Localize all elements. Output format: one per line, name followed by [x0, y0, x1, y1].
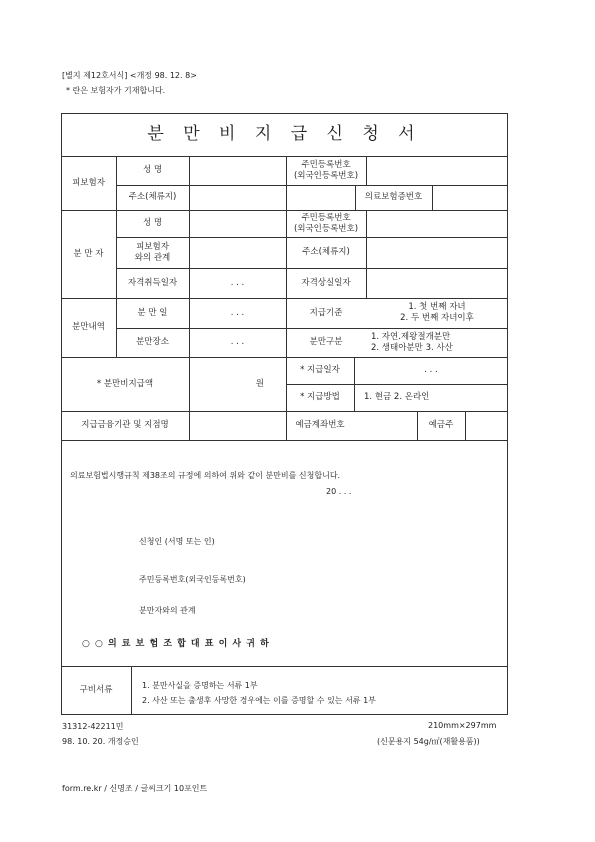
mother-rrn-label-line1: 주민등록번호 [301, 212, 351, 223]
payment-amount-unit: 원 [255, 378, 264, 389]
acquisition-date-label: 자격취득일자 [127, 277, 178, 288]
insured-section-label: 피보험자 [72, 177, 105, 188]
mother-rrn-field[interactable] [366, 210, 508, 237]
insured-address-label: 주소(체류지) [128, 192, 177, 202]
insurance-card-label: 의료보험증번호 [364, 192, 423, 202]
birth-section-label: 분만내역 [72, 322, 105, 332]
criteria-option-first[interactable]: 1. 첫 번째 자녀 [408, 302, 466, 312]
payment-amount-label: * 분만비지급액 [96, 378, 154, 389]
applicant-relation[interactable]: 분만자와의 관계 [139, 606, 196, 615]
paper-size: 210mm×297mm [428, 721, 497, 730]
approval-date: 98. 10. 20. 개정승인 [62, 737, 139, 746]
mother-address-label: 주소(체류지) [302, 247, 350, 257]
mother-rrn-label-line2: (외국인등록번호) [293, 223, 359, 234]
relation-label-line2: 와의 관계 [134, 252, 171, 263]
criteria-options[interactable] [366, 298, 508, 328]
mother-address-field[interactable] [366, 237, 508, 268]
mother-name-field[interactable] [189, 210, 286, 237]
rule [131, 666, 132, 715]
criteria-option-second[interactable]: 2. 두 번째 자녀이후 [400, 313, 474, 323]
paper-spec: (신문용지 54g/㎡(재활용품)) [377, 737, 480, 746]
insured-rrn-label [286, 156, 366, 185]
insured-rrn-label-line1: 주민등록번호 [301, 159, 351, 170]
bank-field[interactable] [189, 411, 286, 440]
insured-name-field[interactable] [189, 156, 286, 185]
holder-field[interactable] [465, 411, 508, 440]
birth-date-field[interactable]: . . . [230, 307, 245, 318]
criteria-label: 지급기준 [309, 307, 343, 318]
document-item-1: 1. 분만사실을 증명하는 서류 1부 [142, 681, 258, 690]
birth-place-label: 분만장소 [136, 337, 169, 347]
mother-rrn-label [286, 210, 366, 237]
birth-type-option-natural[interactable]: 1. 자연.제왕절개분만 [371, 331, 451, 342]
statement-date[interactable]: 20 . . . [326, 487, 352, 496]
addressee: ○ ○ 의 료 보 험 조 합 대 표 이 사 귀 하 [82, 639, 270, 649]
birth-type-option-other[interactable]: 2. 생태아분만 3. 사산 [371, 342, 453, 353]
mother-name-label: 성 명 [142, 218, 163, 228]
payment-date-label: * 지급일자 [300, 365, 340, 375]
account-label: 예금계좌번호 [295, 420, 345, 430]
header-note: * 란은 보험자가 기재합니다. [66, 86, 166, 95]
relation-label [116, 237, 189, 268]
form-title: 분 만 비 지 급 신 청 서 [147, 124, 422, 144]
relation-label-line1: 피보험자 [136, 241, 169, 252]
form-code: 31312-42211민 [62, 722, 124, 731]
documents-label: 구비서류 [79, 685, 113, 695]
document-item-2: 2. 사산 또는 출생후 사망한 경우에는 이를 증명할 수 있는 서류 1부 [142, 696, 376, 705]
insured-name-label: 성 명 [142, 165, 163, 175]
birth-date-label: 분 만 일 [137, 307, 168, 318]
insured-rrn-label-line2: (외국인등록번호) [293, 170, 359, 181]
form-number: [별지 제12호서식] <개정 98. 12. 8> [62, 71, 197, 80]
birth-type-options[interactable] [366, 328, 508, 357]
mother-section-label: 분 만 자 [73, 248, 104, 259]
payment-date-field[interactable]: . . . [424, 365, 438, 375]
relation-field[interactable] [189, 237, 286, 268]
insured-rrn-field[interactable] [366, 156, 508, 185]
statement-text: 의료보험법시행규칙 제38조의 규정에 의하여 위와 같이 분만비를 신청합니다. [70, 471, 341, 480]
holder-label: 예금주 [428, 420, 454, 430]
bank-label: 지급금융기관 및 지점명 [81, 420, 169, 430]
loss-date-field[interactable] [366, 268, 508, 298]
birth-type-label: 분만구분 [309, 337, 343, 347]
rule [61, 440, 508, 441]
account-field[interactable] [354, 411, 417, 440]
payment-method-label: * 지급방법 [300, 392, 340, 402]
acquisition-date-field[interactable]: . . . [230, 277, 245, 288]
insurance-card-field[interactable] [432, 185, 508, 210]
loss-date-label: 자격상실일자 [301, 277, 351, 288]
payment-method-options[interactable]: 1. 현금 2. 온라인 [364, 392, 430, 402]
source-note: form.re.kr / 신명조 / 글씨크기 10포인트 [62, 784, 208, 793]
applicant-rrn[interactable]: 주민등록번호(외국인등록번호) [139, 575, 246, 584]
applicant-signature[interactable]: 신청인 (서명 또는 인) [139, 537, 215, 546]
insured-address-field[interactable] [189, 185, 355, 210]
payment-amount-field[interactable] [189, 357, 286, 411]
birth-place-field[interactable]: . . . [230, 337, 245, 347]
